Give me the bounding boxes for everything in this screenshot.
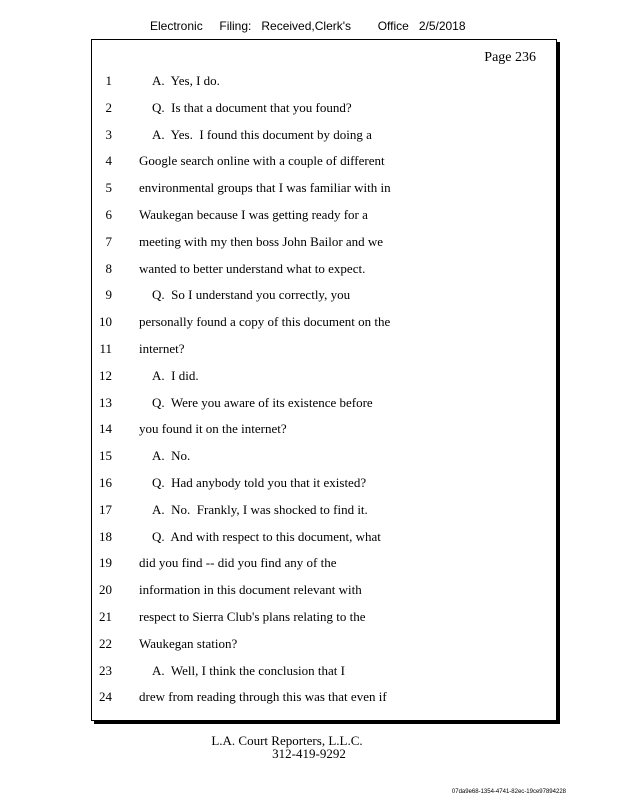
line-number: 18: [99, 528, 112, 544]
transcript-line: environmental groups that I was familiar with in: [139, 180, 391, 196]
line-number: 7: [105, 233, 112, 249]
transcript-line: respect to Sierra Club's plans relating to the: [139, 609, 366, 624]
transcript-line: A. No. Frankly, I was shocked to find it.: [152, 501, 368, 517]
line-number: 21: [99, 609, 112, 624]
filing-header: Electronic Filing: Received,Clerk's Office 2/5/2018: [150, 19, 466, 33]
line-number: 4: [105, 153, 112, 169]
line-number: 16: [99, 475, 112, 490]
transcript-line: Q. And with respect to this document, what: [152, 528, 381, 544]
transcript-line: A. Well, I think the conclusion that I: [152, 662, 345, 678]
line-number: 22: [99, 635, 112, 651]
transcript-line: personally found a copy of this document on the: [139, 314, 391, 330]
line-number: 8: [105, 260, 112, 276]
transcript-line: Q. Had anybody told you that it existed?: [152, 475, 367, 490]
line-number: 11: [99, 341, 112, 356]
transcript-line: wanted to better understand what to expect.: [139, 260, 366, 276]
line-number: 13: [99, 394, 112, 410]
line-number: 23: [99, 662, 112, 678]
transcript-line: A. I did.: [152, 367, 199, 383]
transcript-line: meeting with my then boss John Bailor and we: [139, 233, 384, 249]
line-number: 24: [99, 689, 112, 705]
document-hash: 07da9e68-1354-4741-82ec-19ce97894228: [451, 789, 566, 795]
transcript-line: Waukegan station?: [139, 635, 238, 651]
line-number: 14: [99, 421, 112, 437]
line-number: 3: [105, 126, 112, 142]
line-number: 1: [105, 73, 112, 88]
transcript-line: Q. Is that a document that you found?: [152, 99, 352, 115]
transcript-line: A. No.: [152, 448, 191, 464]
transcript-line: information in this document relevant with: [139, 582, 362, 598]
transcript-line: Q. So I understand you correctly, you: [152, 287, 351, 303]
line-number: 2: [105, 99, 112, 115]
line-number: 6: [105, 207, 112, 222]
transcript-line: Waukegan because I was getting ready for a: [139, 207, 368, 222]
transcript-line: Google search online with a couple of different: [139, 153, 385, 169]
transcript-line: did you find -- did you find any of the: [139, 555, 337, 571]
transcript-line: you found it on the internet?: [139, 421, 287, 437]
transcript-line: Q. Were you aware of its existence before: [152, 394, 373, 410]
line-number: 10: [99, 314, 112, 330]
line-number: 9: [105, 287, 112, 303]
line-number: 15: [99, 448, 112, 464]
transcript-line: drew from reading through this was that even if: [139, 689, 387, 705]
line-number: 17: [99, 501, 112, 517]
transcript-line: A. Yes. I found this document by doing a: [152, 126, 372, 142]
transcript-line: internet?: [139, 341, 185, 356]
footer-company: L.A. Court Reporters, L.L.C.: [211, 733, 363, 748]
line-number: 5: [105, 180, 112, 196]
footer-phone: 312-419-9292: [272, 746, 346, 761]
transcript-line: A. Yes, I do.: [152, 73, 220, 88]
line-number: 20: [99, 582, 112, 598]
line-number: 19: [99, 555, 112, 571]
line-number: 12: [99, 367, 112, 383]
page-number: Page 236: [484, 50, 536, 65]
